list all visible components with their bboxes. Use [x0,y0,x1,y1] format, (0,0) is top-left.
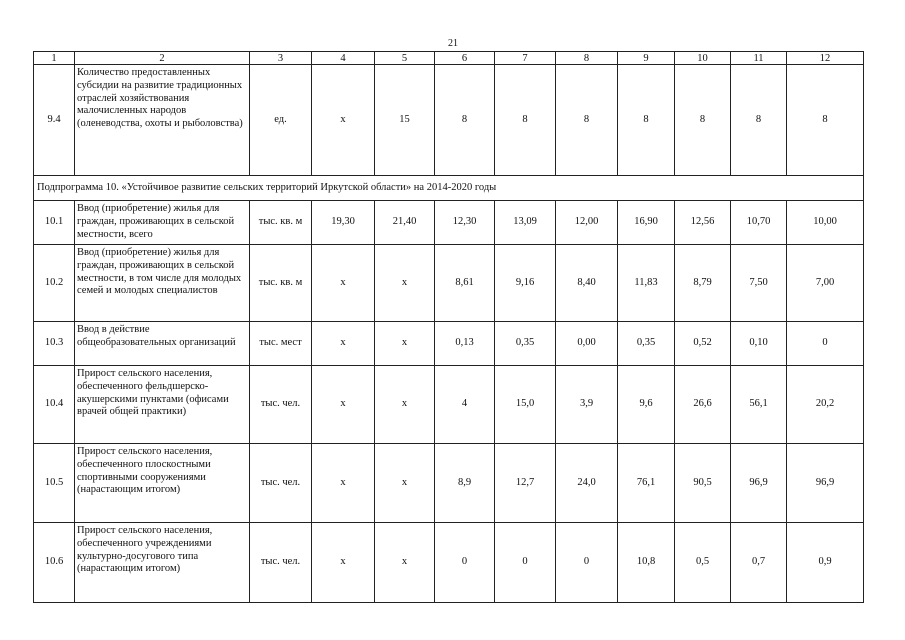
value-cell: 13,09 [495,201,556,245]
column-number-header-row [34,52,864,65]
value-cell: 8,9 [435,444,495,523]
subprogram-row [34,176,864,201]
value-cell: 12,7 [495,444,556,523]
value-cell: 0,52 [675,322,731,366]
value-cell: 8 [787,65,864,176]
value-cell: х [312,444,375,523]
indicators-table [33,51,864,603]
value-cell: х [375,444,435,523]
value-cell: 0 [435,523,495,603]
value-cell: 76,1 [618,444,675,523]
row-number: 9.4 [34,65,75,176]
table-row [34,201,864,245]
row-number: 10.6 [34,523,75,603]
row-number: 10.5 [34,444,75,523]
row-number: 10.4 [34,366,75,444]
value-cell: 10,00 [787,201,864,245]
table-row [34,444,864,523]
value-cell: х [312,65,375,176]
column-number-cell: 1 [34,52,75,65]
column-number-cell: 3 [250,52,312,65]
indicator-name: Количество предоставленных субсидии на развитие традиционных отраслей хозяйствования малочисленных народов (оленеводства, охоты и рыболовства) [75,65,250,176]
value-cell: 15 [375,65,435,176]
indicator-name: Прирост сельского населения, обеспеченного плоскостными спортивными сооружениями (нарастающим итогом) [75,444,250,523]
value-cell: 8 [556,65,618,176]
value-cell: 7,50 [731,245,787,322]
value-cell: 0,13 [435,322,495,366]
column-number-cell: 10 [675,52,731,65]
value-cell: х [375,366,435,444]
indicator-name: Ввод в действие общеобразовательных организаций [75,322,250,366]
value-cell: 3,9 [556,366,618,444]
value-cell: 8 [618,65,675,176]
column-number-cell: 12 [787,52,864,65]
value-cell: х [375,322,435,366]
unit-cell: тыс. кв. м [250,245,312,322]
value-cell: 7,00 [787,245,864,322]
value-cell: 8 [495,65,556,176]
value-cell: 0,35 [495,322,556,366]
table-row-9-4 [34,65,864,176]
table-row [34,523,864,603]
column-number-cell: 9 [618,52,675,65]
value-cell: 8 [675,65,731,176]
value-cell: 12,00 [556,201,618,245]
value-cell: 26,6 [675,366,731,444]
value-cell: 11,83 [618,245,675,322]
value-cell: 12,30 [435,201,495,245]
value-cell: 56,1 [731,366,787,444]
value-cell: 8,79 [675,245,731,322]
value-cell: 21,40 [375,201,435,245]
column-number-cell: 7 [495,52,556,65]
value-cell: 12,56 [675,201,731,245]
row-number: 10.3 [34,322,75,366]
indicator-name: Прирост сельского населения, обеспеченного фельдшерско-акушерскими пунктами (офисами врачей общей практики) [75,366,250,444]
value-cell: 0,10 [731,322,787,366]
value-cell: 0,7 [731,523,787,603]
indicator-name: Ввод (приобретение) жилья для граждан, проживающих в сельской местности, всего [75,201,250,245]
table-row [34,245,864,322]
unit-cell: тыс. чел. [250,366,312,444]
unit-cell: тыс. кв. м [250,201,312,245]
indicator-name: Прирост сельского населения, обеспеченного учреждениями культурно-досугового типа (нарастающим итогом) [75,523,250,603]
value-cell: 9,16 [495,245,556,322]
value-cell: 90,5 [675,444,731,523]
value-cell: 16,90 [618,201,675,245]
value-cell: 0 [495,523,556,603]
value-cell: 0,00 [556,322,618,366]
value-cell: х [312,366,375,444]
value-cell: 20,2 [787,366,864,444]
column-number-cell: 8 [556,52,618,65]
value-cell: 15,0 [495,366,556,444]
value-cell: 19,30 [312,201,375,245]
row-number: 10.1 [34,201,75,245]
unit-cell: тыс. чел. [250,444,312,523]
row-number: 10.2 [34,245,75,322]
value-cell: х [375,245,435,322]
page-number: 21 [448,38,458,49]
value-cell: х [312,322,375,366]
value-cell: 0 [787,322,864,366]
value-cell: х [312,523,375,603]
table-row [34,366,864,444]
indicator-name: Ввод (приобретение) жилья для граждан, проживающих в сельской местности, в том числе для молодых семей и молодых специалистов [75,245,250,322]
value-cell: х [312,245,375,322]
value-cell: х [375,523,435,603]
value-cell: 0,5 [675,523,731,603]
table-row [34,322,864,366]
value-cell: 8,40 [556,245,618,322]
value-cell: 8 [731,65,787,176]
unit-cell: ед. [250,65,312,176]
unit-cell: тыс. мест [250,322,312,366]
value-cell: 9,6 [618,366,675,444]
value-cell: 10,70 [731,201,787,245]
value-cell: 0,9 [787,523,864,603]
value-cell: 0,35 [618,322,675,366]
value-cell: 8 [435,65,495,176]
column-number-cell: 2 [75,52,250,65]
subprogram-title: Подпрограмма 10. «Устойчивое развитие сельских территорий Иркутской области» на 2014-2020 годы [34,176,864,201]
value-cell: 96,9 [731,444,787,523]
value-cell: 10,8 [618,523,675,603]
column-number-cell: 5 [375,52,435,65]
value-cell: 24,0 [556,444,618,523]
column-number-cell: 4 [312,52,375,65]
column-number-cell: 11 [731,52,787,65]
value-cell: 0 [556,523,618,603]
column-number-cell: 6 [435,52,495,65]
value-cell: 8,61 [435,245,495,322]
value-cell: 96,9 [787,444,864,523]
unit-cell: тыс. чел. [250,523,312,603]
value-cell: 4 [435,366,495,444]
